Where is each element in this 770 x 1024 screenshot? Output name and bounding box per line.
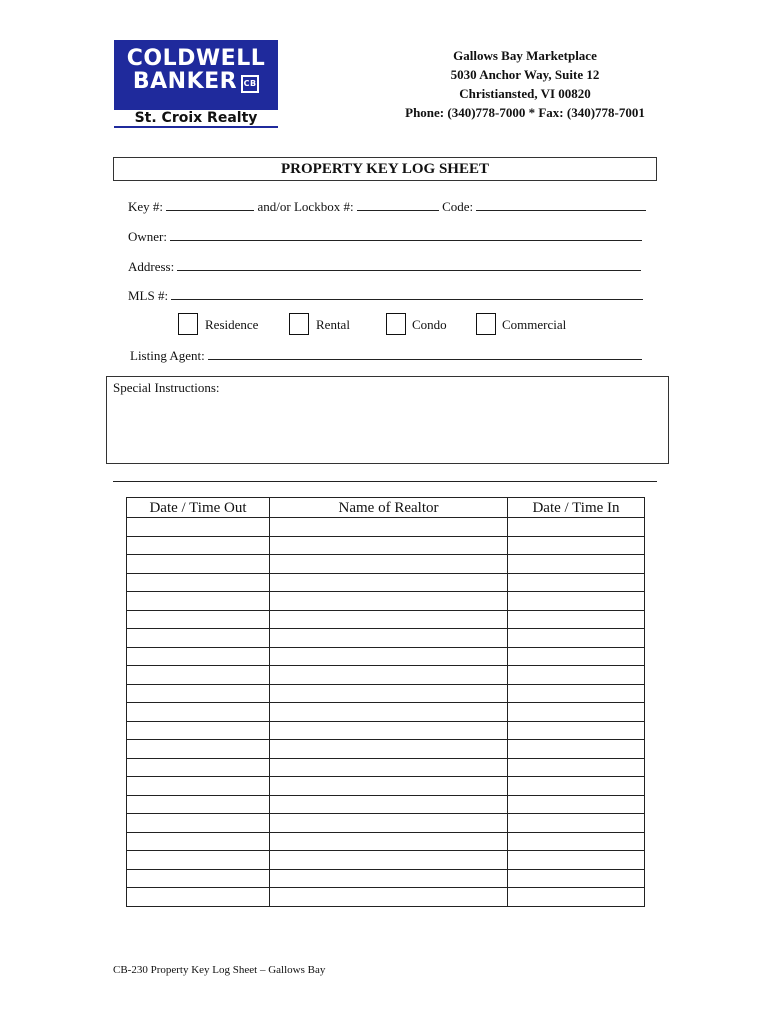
date-time-out-cell[interactable] bbox=[127, 777, 270, 796]
date-time-in-cell[interactable] bbox=[508, 555, 645, 574]
table-row bbox=[127, 851, 645, 870]
table-row bbox=[127, 647, 645, 666]
name-of-realtor-cell[interactable] bbox=[270, 814, 508, 833]
key-field[interactable] bbox=[166, 198, 254, 211]
rental-checkbox[interactable] bbox=[289, 313, 309, 335]
name-of-realtor-cell[interactable] bbox=[270, 795, 508, 814]
mls-label: MLS #: bbox=[128, 288, 169, 303]
date-time-in-cell[interactable] bbox=[508, 777, 645, 796]
date-time-out-cell[interactable] bbox=[127, 573, 270, 592]
date-time-in-cell[interactable] bbox=[508, 610, 645, 629]
key-row bbox=[128, 198, 646, 215]
table-row bbox=[127, 592, 645, 611]
logo-background bbox=[114, 40, 278, 110]
date-time-in-cell[interactable] bbox=[508, 573, 645, 592]
date-time-out-cell[interactable] bbox=[127, 758, 270, 777]
name-of-realtor-cell[interactable] bbox=[270, 555, 508, 574]
table-row bbox=[127, 721, 645, 740]
date-time-in-cell[interactable] bbox=[508, 888, 645, 907]
owner-row bbox=[128, 228, 642, 245]
logo-line-2-text: BANKER bbox=[132, 69, 238, 94]
date-time-in-cell[interactable] bbox=[508, 795, 645, 814]
name-of-realtor-cell[interactable] bbox=[270, 573, 508, 592]
table-row bbox=[127, 888, 645, 907]
company-logo bbox=[114, 40, 278, 126]
table-row bbox=[127, 555, 645, 574]
date-time-out-cell[interactable] bbox=[127, 666, 270, 685]
table-row bbox=[127, 684, 645, 703]
date-time-in-cell[interactable] bbox=[508, 721, 645, 740]
name-of-realtor-cell[interactable] bbox=[270, 518, 508, 537]
table-row bbox=[127, 814, 645, 833]
date-time-in-cell[interactable] bbox=[508, 518, 645, 537]
owner-label: Owner: bbox=[128, 229, 167, 244]
table-row bbox=[127, 666, 645, 685]
key-log-table bbox=[126, 497, 645, 907]
code-field[interactable] bbox=[476, 198, 646, 211]
logo-subtitle: St. Croix Realty bbox=[114, 110, 278, 128]
address-phone-fax: Phone: (340)778-7000 * Fax: (340)778-7001 bbox=[405, 105, 645, 120]
table-row bbox=[127, 629, 645, 648]
date-time-out-cell[interactable] bbox=[127, 721, 270, 740]
date-time-in-cell[interactable] bbox=[508, 666, 645, 685]
name-of-realtor-cell[interactable] bbox=[270, 869, 508, 888]
date-time-out-cell[interactable] bbox=[127, 629, 270, 648]
listing-agent-field[interactable] bbox=[208, 347, 642, 360]
date-time-out-cell[interactable] bbox=[127, 795, 270, 814]
special-instructions-box[interactable] bbox=[106, 376, 669, 464]
name-of-realtor-cell[interactable] bbox=[270, 647, 508, 666]
mls-field[interactable] bbox=[171, 287, 643, 300]
table-row bbox=[127, 869, 645, 888]
condo-checkbox[interactable] bbox=[386, 313, 406, 335]
date-time-in-cell[interactable] bbox=[508, 869, 645, 888]
residence-checkbox[interactable] bbox=[178, 313, 198, 335]
column-header-name-of-realtor: Name of Realtor bbox=[270, 498, 508, 518]
date-time-in-cell[interactable] bbox=[508, 592, 645, 611]
date-time-in-cell[interactable] bbox=[508, 851, 645, 870]
date-time-out-cell[interactable] bbox=[127, 536, 270, 555]
date-time-in-cell[interactable] bbox=[508, 536, 645, 555]
owner-field[interactable] bbox=[170, 228, 642, 241]
date-time-out-cell[interactable] bbox=[127, 518, 270, 537]
date-time-in-cell[interactable] bbox=[508, 814, 645, 833]
commercial-checkbox[interactable] bbox=[476, 313, 496, 335]
table-row bbox=[127, 573, 645, 592]
name-of-realtor-cell[interactable] bbox=[270, 536, 508, 555]
date-time-out-cell[interactable] bbox=[127, 647, 270, 666]
table-body bbox=[127, 518, 645, 907]
table-row bbox=[127, 518, 645, 537]
name-of-realtor-cell[interactable] bbox=[270, 703, 508, 722]
section-divider bbox=[113, 481, 657, 482]
table-row bbox=[127, 703, 645, 722]
name-of-realtor-cell[interactable] bbox=[270, 888, 508, 907]
name-of-realtor-cell[interactable] bbox=[270, 851, 508, 870]
name-of-realtor-cell[interactable] bbox=[270, 721, 508, 740]
name-of-realtor-cell[interactable] bbox=[270, 684, 508, 703]
date-time-in-cell[interactable] bbox=[508, 740, 645, 759]
date-time-out-cell[interactable] bbox=[127, 703, 270, 722]
address-row bbox=[128, 258, 641, 275]
date-time-out-cell[interactable] bbox=[127, 869, 270, 888]
table-row bbox=[127, 832, 645, 851]
table-row bbox=[127, 795, 645, 814]
date-time-in-cell[interactable] bbox=[508, 758, 645, 777]
address-line-1: Gallows Bay Marketplace bbox=[453, 48, 597, 63]
date-time-out-cell[interactable] bbox=[127, 814, 270, 833]
date-time-in-cell[interactable] bbox=[508, 647, 645, 666]
table-header-row bbox=[127, 498, 645, 518]
date-time-in-cell[interactable] bbox=[508, 832, 645, 851]
name-of-realtor-cell[interactable] bbox=[270, 592, 508, 611]
footer-form-id: CB-230 Property Key Log Sheet – Gallows Bay bbox=[113, 964, 326, 976]
date-time-in-cell[interactable] bbox=[508, 703, 645, 722]
mls-row bbox=[128, 287, 643, 304]
date-time-out-cell[interactable] bbox=[127, 610, 270, 629]
name-of-realtor-cell[interactable] bbox=[270, 777, 508, 796]
listing-agent-label: Listing Agent: bbox=[130, 348, 205, 363]
name-of-realtor-cell[interactable] bbox=[270, 610, 508, 629]
date-time-out-cell[interactable] bbox=[127, 555, 270, 574]
condo-label: Condo bbox=[412, 317, 447, 332]
name-of-realtor-cell[interactable] bbox=[270, 740, 508, 759]
table-row bbox=[127, 536, 645, 555]
date-time-out-cell[interactable] bbox=[127, 740, 270, 759]
name-of-realtor-cell[interactable] bbox=[270, 666, 508, 685]
rental-label: Rental bbox=[316, 317, 350, 332]
column-header-date-time-out: Date / Time Out bbox=[127, 498, 270, 518]
name-of-realtor-cell[interactable] bbox=[270, 758, 508, 777]
address-line-2: 5030 Anchor Way, Suite 12 bbox=[450, 67, 600, 82]
logo-line-1: COLDWELL bbox=[126, 46, 266, 71]
date-time-out-cell[interactable] bbox=[127, 684, 270, 703]
table-row bbox=[127, 740, 645, 759]
table-row bbox=[127, 610, 645, 629]
page-title: PROPERTY KEY LOG SHEET bbox=[113, 157, 657, 181]
address-field[interactable] bbox=[177, 258, 641, 271]
date-time-out-cell[interactable] bbox=[127, 851, 270, 870]
listing-agent-row bbox=[130, 347, 642, 364]
date-time-in-cell[interactable] bbox=[508, 684, 645, 703]
logo-line-2 bbox=[114, 71, 278, 93]
name-of-realtor-cell[interactable] bbox=[270, 832, 508, 851]
lockbox-field[interactable] bbox=[357, 198, 439, 211]
cb-mark-icon: CB bbox=[241, 75, 259, 93]
date-time-out-cell[interactable] bbox=[127, 832, 270, 851]
office-address bbox=[400, 46, 650, 122]
key-label: Key #: bbox=[128, 199, 164, 214]
date-time-in-cell[interactable] bbox=[508, 629, 645, 648]
address-line-3: Christiansted, VI 00820 bbox=[459, 86, 591, 101]
date-time-out-cell[interactable] bbox=[127, 888, 270, 907]
address-label: Address: bbox=[128, 259, 175, 274]
name-of-realtor-cell[interactable] bbox=[270, 629, 508, 648]
special-instructions-label: Special Instructions: bbox=[113, 380, 220, 395]
residence-label: Residence bbox=[205, 317, 259, 332]
table-row bbox=[127, 777, 645, 796]
lockbox-label: and/or Lockbox #: bbox=[257, 199, 354, 214]
code-label: Code: bbox=[442, 199, 474, 214]
table-row bbox=[127, 758, 645, 777]
date-time-out-cell[interactable] bbox=[127, 592, 270, 611]
column-header-date-time-in: Date / Time In bbox=[508, 498, 645, 518]
commercial-label: Commercial bbox=[502, 317, 567, 332]
